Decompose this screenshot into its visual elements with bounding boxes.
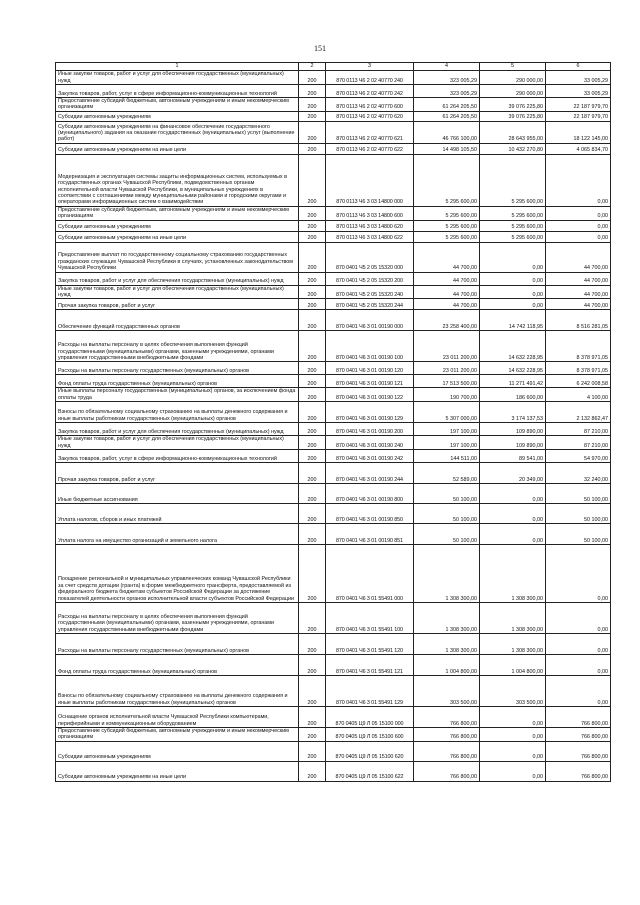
amount-cell: 32 240,00 xyxy=(546,463,611,484)
amount-cell: 0,00 xyxy=(480,728,546,742)
amount-cell: 44 700,00 xyxy=(546,272,611,285)
classification-code-cell: 870 0401 Ч6 3 01 00190 122 xyxy=(326,388,414,402)
classification-code-cell: 870 0401 Ч6 3 01 00190 200 xyxy=(326,423,414,436)
expense-name-cell: Субсидии автономным учреждениям на финансовое обеспечение государственного (муниципального) задания на оказание государственных (муниципальных) услуг (выполнение работ) xyxy=(56,121,299,143)
amount-cell: 28 643 955,00 xyxy=(480,121,546,143)
table-row xyxy=(56,331,611,362)
amount-cell: 23 011 200,00 xyxy=(414,331,480,362)
amount-cell: 0,00 xyxy=(546,220,611,231)
amount-cell: 186 600,00 xyxy=(480,388,546,402)
line-code-cell: 200 xyxy=(299,242,326,272)
amount-cell: 766 800,00 xyxy=(546,728,611,742)
amount-cell: 766 800,00 xyxy=(546,761,611,781)
amount-cell: 14 498 105,50 xyxy=(414,143,480,154)
amount-cell: 0,00 xyxy=(546,206,611,220)
line-code-cell: 200 xyxy=(299,85,326,98)
amount-cell: 766 800,00 xyxy=(414,707,480,728)
amount-cell: 50 100,00 xyxy=(414,484,480,504)
amount-cell: 87 210,00 xyxy=(546,423,611,436)
table-row xyxy=(56,524,611,545)
amount-cell: 5 295 600,00 xyxy=(414,206,480,220)
expense-name-cell: Субсидии автономным учреждениям на иные цели xyxy=(56,231,299,242)
header-cell: 2 xyxy=(299,63,326,71)
amount-cell: 0,00 xyxy=(546,634,611,655)
table-row xyxy=(56,272,611,285)
classification-code-cell: 870 0113 Ч6 2 02 40770 240 xyxy=(326,71,414,85)
amount-cell: 1 308 300,00 xyxy=(414,545,480,603)
line-code-cell: 200 xyxy=(299,761,326,781)
line-code-cell: 200 xyxy=(299,484,326,504)
table-row xyxy=(56,761,611,781)
line-code-cell: 200 xyxy=(299,272,326,285)
expense-name-cell: Закупка товаров, работ, услуг в сфере информационно-коммуникационных технологий xyxy=(56,85,299,98)
amount-cell: 5 295 600,00 xyxy=(480,206,546,220)
expense-name-cell: Уплата налога на имущество организаций и земельного налога xyxy=(56,524,299,545)
amount-cell: 14 632 228,95 xyxy=(480,331,546,362)
line-code-cell: 200 xyxy=(299,450,326,463)
expense-name-cell: Субсидии автономным учреждениям xyxy=(56,111,299,121)
header-cell: 6 xyxy=(546,63,611,71)
expense-name-cell: Субсидии автономным учреждениям xyxy=(56,220,299,231)
line-code-cell: 200 xyxy=(299,741,326,761)
amount-cell: 323 005,29 xyxy=(414,85,480,98)
amount-cell: 5 295 600,00 xyxy=(480,231,546,242)
amount-cell: 8 378 971,05 xyxy=(546,362,611,375)
amount-cell: 766 800,00 xyxy=(546,707,611,728)
amount-cell: 0,00 xyxy=(480,272,546,285)
table-row xyxy=(56,484,611,504)
expense-name-cell: Прочая закупка товаров, работ и услуг xyxy=(56,299,299,310)
classification-code-cell: 870 0401 Ч6 3 01 55491 100 xyxy=(326,603,414,634)
expense-name-cell: Расходы на выплаты персоналу государственных (муниципальных) органов xyxy=(56,634,299,655)
table-row xyxy=(56,436,611,450)
expense-name-cell: Оснащение органов исполнительной власти Чувашской Республики компьютерами, периферийными и коммуникационным оборудованием xyxy=(56,707,299,728)
amount-cell: 197 100,00 xyxy=(414,423,480,436)
expense-name-cell: Модернизация и эксплуатация системы защиты информационных систем, используемых в государственных органах Чувашской Республики, подведомственных органам исполнительной власти Чувашской Республики, в муниципальных учреждениях в соответствии с соглашениями между муниципальными районами и городскими округами и операторами информационных систем о взаимодействии xyxy=(56,154,299,206)
classification-code-cell: 870 0401 Ч5 2 05 15320 244 xyxy=(326,299,414,310)
amount-cell: 50 100,00 xyxy=(414,504,480,524)
amount-cell: 290 000,00 xyxy=(480,85,546,98)
amount-cell: 1 004 800,00 xyxy=(480,655,546,676)
amount-cell: 0,00 xyxy=(480,484,546,504)
amount-cell: 5 307 000,00 xyxy=(414,402,480,423)
classification-code-cell: 870 0113 Ч6 2 02 40770 621 xyxy=(326,121,414,143)
line-code-cell: 200 xyxy=(299,220,326,231)
amount-cell: 33 005,29 xyxy=(546,85,611,98)
table-row xyxy=(56,285,611,299)
budget-table xyxy=(55,62,611,782)
line-code-cell: 200 xyxy=(299,143,326,154)
amount-cell: 5 295 600,00 xyxy=(480,220,546,231)
amount-cell: 61 264 205,50 xyxy=(414,98,480,112)
amount-cell: 0,00 xyxy=(546,231,611,242)
amount-cell: 290 000,00 xyxy=(480,71,546,85)
classification-code-cell: 870 0405 Ц9 Л 05 15100 622 xyxy=(326,761,414,781)
amount-cell: 2 132 862,47 xyxy=(546,402,611,423)
expense-name-cell: Закупка товаров, работ и услуг для обеспечения государственных (муниципальных) нужд xyxy=(56,423,299,436)
amount-cell: 44 700,00 xyxy=(546,299,611,310)
amount-cell: 6 242 008,58 xyxy=(546,375,611,388)
table-row xyxy=(56,450,611,463)
table-row xyxy=(56,98,611,112)
amount-cell: 50 100,00 xyxy=(546,524,611,545)
amount-cell: 11 271 491,42 xyxy=(480,375,546,388)
table-row xyxy=(56,741,611,761)
amount-cell: 39 076 225,80 xyxy=(480,111,546,121)
amount-cell: 1 308 300,00 xyxy=(480,545,546,603)
line-code-cell: 200 xyxy=(299,299,326,310)
amount-cell: 0,00 xyxy=(546,154,611,206)
line-code-cell: 200 xyxy=(299,388,326,402)
table-row xyxy=(56,504,611,524)
amount-cell: 0,00 xyxy=(546,603,611,634)
amount-cell: 20 349,00 xyxy=(480,463,546,484)
amount-cell: 87 210,00 xyxy=(546,436,611,450)
amount-cell: 144 511,00 xyxy=(414,450,480,463)
classification-code-cell: 870 0401 Ч6 3 01 00190 800 xyxy=(326,484,414,504)
classification-code-cell: 870 0401 Ч6 3 01 00190 851 xyxy=(326,524,414,545)
amount-cell: 52 589,00 xyxy=(414,463,480,484)
amount-cell: 766 800,00 xyxy=(414,761,480,781)
line-code-cell: 200 xyxy=(299,423,326,436)
classification-code-cell: 870 0401 Ч6 3 01 00190 121 xyxy=(326,375,414,388)
line-code-cell: 200 xyxy=(299,375,326,388)
expense-name-cell: Предоставление выплат по государственному социальному страхованию государственных гражданских служащих Чувашской Республики в случаях, установленных законодательством Чувашской Республики xyxy=(56,242,299,272)
classification-code-cell: 870 0405 Ц9 Л 05 15100 620 xyxy=(326,741,414,761)
expense-name-cell: Обеспечение функций государственных органов xyxy=(56,310,299,331)
expense-name-cell: Взносы по обязательному социальному страхованию на выплаты денежного содержания и иные выплаты работникам государственных (муниципальных) органов xyxy=(56,676,299,707)
amount-cell: 0,00 xyxy=(546,655,611,676)
line-code-cell: 200 xyxy=(299,524,326,545)
classification-code-cell: 870 0401 Ч6 3 01 55491 129 xyxy=(326,676,414,707)
classification-code-cell: 870 0401 Ч6 3 01 00190 100 xyxy=(326,331,414,362)
amount-cell: 4 100,00 xyxy=(546,388,611,402)
table-row xyxy=(56,423,611,436)
amount-cell: 1 308 300,00 xyxy=(414,603,480,634)
classification-code-cell: 870 0401 Ч5 2 05 15320 200 xyxy=(326,272,414,285)
amount-cell: 44 700,00 xyxy=(414,242,480,272)
amount-cell: 44 700,00 xyxy=(546,242,611,272)
amount-cell: 190 700,00 xyxy=(414,388,480,402)
amount-cell: 50 100,00 xyxy=(546,504,611,524)
amount-cell: 39 076 225,80 xyxy=(480,98,546,112)
amount-cell: 44 700,00 xyxy=(546,285,611,299)
table-row xyxy=(56,375,611,388)
amount-cell: 23 258 400,00 xyxy=(414,310,480,331)
table-row xyxy=(56,220,611,231)
expense-name-cell: Прочая закупка товаров, работ и услуг xyxy=(56,463,299,484)
line-code-cell: 200 xyxy=(299,463,326,484)
header-cell: 5 xyxy=(480,63,546,71)
amount-cell: 0,00 xyxy=(480,524,546,545)
classification-code-cell: 870 0401 Ч6 3 01 00190 120 xyxy=(326,362,414,375)
amount-cell: 22 187 979,70 xyxy=(546,98,611,112)
header-cell: 3 xyxy=(326,63,414,71)
table-row xyxy=(56,71,611,85)
line-code-cell: 200 xyxy=(299,676,326,707)
amount-cell: 5 295 600,00 xyxy=(414,220,480,231)
line-code-cell: 200 xyxy=(299,231,326,242)
classification-code-cell: 870 0113 Ч6 2 02 40770 620 xyxy=(326,111,414,121)
amount-cell: 766 800,00 xyxy=(546,741,611,761)
table-row xyxy=(56,634,611,655)
amount-cell: 18 122 145,00 xyxy=(546,121,611,143)
line-code-cell: 200 xyxy=(299,71,326,85)
expense-name-cell: Иные закупки товаров, работ и услуг для обеспечения государственных (муниципальных) нужд xyxy=(56,436,299,450)
expense-name-cell: Иные закупки товаров, работ и услуг для обеспечения государственных (муниципальных) нужд xyxy=(56,285,299,299)
expense-name-cell: Поощрение региональной и муниципальных управленческих команд Чувашской Республики за счет средств дотации (гранта) в форме межбюджетного трансферта, предоставляемой из федерального бюджета бюджетам субъектов Российской Федерации за достижение показателей деятельности органов исполнительной власти субъектов Российской Федерации xyxy=(56,545,299,603)
amount-cell: 14 742 118,95 xyxy=(480,310,546,331)
expense-name-cell: Субсидии автономным учреждениям xyxy=(56,741,299,761)
expense-name-cell: Взносы по обязательному социальному страхованию на выплаты денежного содержания и иные выплаты работникам государственных (муниципальных) органов xyxy=(56,402,299,423)
line-code-cell: 200 xyxy=(299,603,326,634)
classification-code-cell: 870 0113 Ч6 3 03 14800 600 xyxy=(326,206,414,220)
expense-name-cell: Предоставление субсидий бюджетным, автономным учреждениям и иным некоммерческим организациям xyxy=(56,728,299,742)
table-body xyxy=(56,71,611,782)
table-row xyxy=(56,362,611,375)
table-row xyxy=(56,402,611,423)
line-code-cell: 200 xyxy=(299,634,326,655)
classification-code-cell: 870 0113 Ч6 3 03 14800 620 xyxy=(326,220,414,231)
classification-code-cell: 870 0405 Ц9 Л 05 15100 000 xyxy=(326,707,414,728)
header-row xyxy=(56,63,611,71)
classification-code-cell: 870 0113 Ч6 3 03 14800 622 xyxy=(326,231,414,242)
amount-cell: 10 432 270,80 xyxy=(480,143,546,154)
header-cell: 4 xyxy=(414,63,480,71)
amount-cell: 44 700,00 xyxy=(414,299,480,310)
classification-code-cell: 870 0401 Ч6 3 01 00190 242 xyxy=(326,450,414,463)
amount-cell: 0,00 xyxy=(480,707,546,728)
amount-cell: 44 700,00 xyxy=(414,272,480,285)
expense-name-cell: Иные выплаты персоналу государственных (муниципальных) органов, за исключением фонда оплаты труда xyxy=(56,388,299,402)
classification-code-cell: 870 0113 Ч6 2 02 40770 600 xyxy=(326,98,414,112)
amount-cell: 50 100,00 xyxy=(546,484,611,504)
table-row xyxy=(56,728,611,742)
amount-cell: 44 700,00 xyxy=(414,285,480,299)
expense-name-cell: Предоставление субсидий бюджетным, автономным учреждениям и иным некоммерческим организациям xyxy=(56,206,299,220)
expense-name-cell: Уплата налогов, сборов и иных платежей xyxy=(56,504,299,524)
classification-code-cell: 870 0401 Ч5 2 05 15320 000 xyxy=(326,242,414,272)
amount-cell: 0,00 xyxy=(480,299,546,310)
classification-code-cell: 870 0401 Ч6 3 01 55491 000 xyxy=(326,545,414,603)
table-row xyxy=(56,545,611,603)
classification-code-cell: 870 0401 Ч6 3 01 00190 240 xyxy=(326,436,414,450)
classification-code-cell: 870 0401 Ч6 3 01 55491 121 xyxy=(326,655,414,676)
amount-cell: 5 295 600,00 xyxy=(414,231,480,242)
expense-name-cell: Субсидии автономным учреждениям на иные цели xyxy=(56,143,299,154)
table-row xyxy=(56,299,611,310)
amount-cell: 4 065 834,70 xyxy=(546,143,611,154)
table-row xyxy=(56,143,611,154)
amount-cell: 323 005,29 xyxy=(414,71,480,85)
expense-name-cell: Расходы на выплаты персоналу государственных (муниципальных) органов xyxy=(56,362,299,375)
classification-code-cell: 870 0401 Ч6 3 01 00190 850 xyxy=(326,504,414,524)
line-code-cell: 200 xyxy=(299,362,326,375)
line-code-cell: 200 xyxy=(299,331,326,362)
line-code-cell: 200 xyxy=(299,285,326,299)
table-row xyxy=(56,676,611,707)
table-row xyxy=(56,206,611,220)
expense-name-cell: Закупка товаров, работ и услуг для обеспечения государственных (муниципальных) нужд xyxy=(56,272,299,285)
classification-code-cell: 870 0401 Ч6 3 01 00190 000 xyxy=(326,310,414,331)
amount-cell: 5 295 600,00 xyxy=(480,154,546,206)
amount-cell: 8 516 281,05 xyxy=(546,310,611,331)
line-code-cell: 200 xyxy=(299,206,326,220)
table-row xyxy=(56,707,611,728)
expense-name-cell: Предоставление субсидий бюджетным, автономным учреждениям и иным некоммерческим организациям xyxy=(56,98,299,112)
table-row xyxy=(56,111,611,121)
expense-name-cell: Фонд оплаты труда государственных (муниципальных) органов xyxy=(56,655,299,676)
line-code-cell: 200 xyxy=(299,655,326,676)
line-code-cell: 200 xyxy=(299,111,326,121)
table-row xyxy=(56,85,611,98)
amount-cell: 303 500,00 xyxy=(480,676,546,707)
table-row xyxy=(56,121,611,143)
expense-name-cell: Иные закупки товаров, работ и услуг для обеспечения государственных (муниципальных) нужд xyxy=(56,71,299,85)
amount-cell: 1 308 300,00 xyxy=(414,634,480,655)
amount-cell: 0,00 xyxy=(480,285,546,299)
amount-cell: 0,00 xyxy=(480,242,546,272)
amount-cell: 89 541,00 xyxy=(480,450,546,463)
expense-name-cell: Расходы на выплаты персоналу в целях обеспечения выполнения функций государственными (муниципальными) органами, казенными учреждениями, органами управления государственными внебюджетными фондами xyxy=(56,331,299,362)
classification-code-cell: 870 0401 Ч6 3 01 00190 129 xyxy=(326,402,414,423)
page-number: 151 xyxy=(314,44,326,53)
line-code-cell: 200 xyxy=(299,402,326,423)
amount-cell: 54 970,00 xyxy=(546,450,611,463)
classification-code-cell: 870 0113 Ч6 2 02 40770 622 xyxy=(326,143,414,154)
expense-name-cell: Расходы на выплаты персоналу в целях обеспечения выполнения функций государственными (муниципальными) органами, казенными учреждениями, органами управления государственными внебюджетными фондами xyxy=(56,603,299,634)
amount-cell: 1 004 800,00 xyxy=(414,655,480,676)
expense-name-cell: Закупка товаров, работ, услуг в сфере информационно-коммуникационных технологий xyxy=(56,450,299,463)
amount-cell: 1 308 300,00 xyxy=(480,634,546,655)
table-row xyxy=(56,603,611,634)
expense-name-cell: Фонд оплаты труда государственных (муниципальных) органов xyxy=(56,375,299,388)
expense-name-cell: Субсидии автономным учреждениям на иные цели xyxy=(56,761,299,781)
table-row xyxy=(56,388,611,402)
line-code-cell: 200 xyxy=(299,121,326,143)
amount-cell: 0,00 xyxy=(546,676,611,707)
amount-cell: 197 100,00 xyxy=(414,436,480,450)
amount-cell: 17 513 500,00 xyxy=(414,375,480,388)
amount-cell: 5 295 600,00 xyxy=(414,154,480,206)
amount-cell: 109 890,00 xyxy=(480,436,546,450)
classification-code-cell: 870 0401 Ч6 3 01 00190 244 xyxy=(326,463,414,484)
amount-cell: 33 005,29 xyxy=(546,71,611,85)
table-row xyxy=(56,310,611,331)
amount-cell: 1 308 300,00 xyxy=(480,603,546,634)
line-code-cell: 200 xyxy=(299,728,326,742)
line-code-cell: 200 xyxy=(299,545,326,603)
amount-cell: 14 632 228,95 xyxy=(480,362,546,375)
amount-cell: 22 187 979,70 xyxy=(546,111,611,121)
classification-code-cell: 870 0405 Ц9 Л 05 15100 600 xyxy=(326,728,414,742)
amount-cell: 0,00 xyxy=(546,545,611,603)
classification-code-cell: 870 0401 Ч6 3 01 55491 120 xyxy=(326,634,414,655)
expense-name-cell: Иные бюджетные ассигнования xyxy=(56,484,299,504)
amount-cell: 109 890,00 xyxy=(480,423,546,436)
table-row xyxy=(56,242,611,272)
amount-cell: 50 100,00 xyxy=(414,524,480,545)
line-code-cell: 200 xyxy=(299,707,326,728)
amount-cell: 0,00 xyxy=(480,741,546,761)
table-row xyxy=(56,231,611,242)
amount-cell: 766 800,00 xyxy=(414,728,480,742)
header-cell: 1 xyxy=(56,63,299,71)
line-code-cell: 200 xyxy=(299,154,326,206)
line-code-cell: 200 xyxy=(299,436,326,450)
amount-cell: 8 378 971,05 xyxy=(546,331,611,362)
line-code-cell: 200 xyxy=(299,310,326,331)
classification-code-cell: 870 0113 Ч6 2 02 40770 242 xyxy=(326,85,414,98)
table-row xyxy=(56,154,611,206)
amount-cell: 3 174 137,53 xyxy=(480,402,546,423)
amount-cell: 46 766 100,00 xyxy=(414,121,480,143)
classification-code-cell: 870 0113 Ч6 3 03 14800 000 xyxy=(326,154,414,206)
classification-code-cell: 870 0401 Ч5 2 05 15320 240 xyxy=(326,285,414,299)
line-code-cell: 200 xyxy=(299,504,326,524)
amount-cell: 61 264 205,50 xyxy=(414,111,480,121)
amount-cell: 0,00 xyxy=(480,504,546,524)
line-code-cell: 200 xyxy=(299,98,326,112)
amount-cell: 0,00 xyxy=(480,761,546,781)
amount-cell: 23 011 200,00 xyxy=(414,362,480,375)
amount-cell: 766 800,00 xyxy=(414,741,480,761)
amount-cell: 303 500,00 xyxy=(414,676,480,707)
table-row xyxy=(56,655,611,676)
table-row xyxy=(56,463,611,484)
